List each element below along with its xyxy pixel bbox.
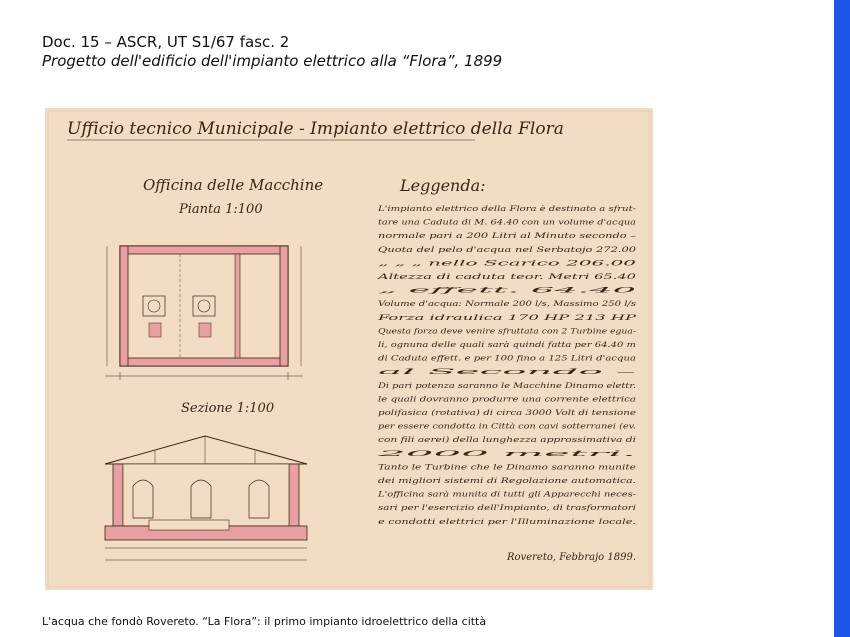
legend-line: Di pari potenza saranno le Macchine Dinamo elettr. bbox=[376, 380, 636, 390]
legend-line: sari per l'esercizio dell'Impianto, di trasformatori bbox=[378, 503, 637, 513]
document-header bbox=[42, 33, 502, 71]
legend-line: dei migliori sistemi di Regolazione automatica. bbox=[378, 476, 636, 485]
legend-line: 2000 metri. bbox=[372, 448, 636, 458]
plan-title: Officina delle Macchine bbox=[143, 176, 324, 194]
drawing-canvas bbox=[45, 108, 653, 590]
slide-accent-bar bbox=[834, 0, 850, 637]
legend-line: L'impianto elettrico della Flora è destinato a sfrut- bbox=[376, 204, 637, 213]
historic-drawing bbox=[45, 108, 653, 590]
legend-line: Forza idraulica 170 HP 213 HP bbox=[375, 312, 638, 322]
document-title: Progetto dell'edificio dell'impianto elettrico alla “Flora”, 1899 bbox=[42, 52, 503, 70]
legend-line: per essere condotta in Città con cavi sotterranei (ev. bbox=[378, 421, 636, 431]
legend-line: con fili aerei) della lunghezza approssimativa di bbox=[378, 435, 637, 445]
section-title: Sezione 1:100 bbox=[181, 401, 275, 416]
legend-line: e condotti elettrici per l'Illuminazione locale. bbox=[378, 516, 636, 526]
floor-plan bbox=[105, 246, 303, 380]
drawing-signature: Rovereto, Febbrajo 1899. bbox=[507, 552, 636, 563]
legend-title: Leggenda: bbox=[400, 176, 486, 195]
legend-line: L'officina sarà munita di tutti gli Apparecchi neces- bbox=[376, 489, 637, 499]
legend-line: Volume d'acqua: Normale 200 l/s, Massimo 250 l/s bbox=[378, 299, 637, 309]
legend-line: li, ognuna delle quali sarà quindi fatta per 64.40 m bbox=[378, 340, 636, 349]
legend-line: „ „ „ nello Scarico 206.00 bbox=[378, 258, 637, 268]
plan-subtitle: Pianta 1:100 bbox=[179, 202, 263, 217]
legend-line: le quali dovranno produrre una corrente elettrica bbox=[378, 394, 637, 404]
legend-line: Quota del pelo d'acqua nel Serbatojo 272.00 bbox=[378, 244, 637, 254]
drawing-heading: Ufficio tecnico Municipale - Impianto elettrico della Flora bbox=[67, 119, 564, 139]
slide-caption: L'acqua che fondò Rovereto. “La Flora”: il primo impianto idroelettrico della città bbox=[42, 615, 487, 628]
legend-line: „ effett. 64.40 bbox=[378, 285, 637, 295]
legend-line: Questa forza deve venire sfruttata con 2 Turbine egua- bbox=[378, 326, 637, 336]
legend-line: Altezza di caduta teor. Metri 65.40 bbox=[376, 272, 637, 281]
document-reference: Doc. 15 – ASCR, UT S1/67 fasc. 2 bbox=[42, 33, 290, 51]
legend-line: normale pari a 200 Litri al Minuto secondo – bbox=[378, 231, 637, 241]
legend-line: polifasica (rotativa) di circa 3000 Volt di tensione bbox=[378, 408, 637, 417]
legend-line: tare una Caduta di M. 64.40 con un volume d'acqua bbox=[378, 217, 637, 227]
legend-line: di Caduta effett. e per 100 fino a 125 Litri d'acqua bbox=[378, 353, 637, 363]
legend-line: Tanto le Turbine che le Dinamo saranno munite bbox=[378, 462, 637, 472]
legend-line: al Secondo – bbox=[378, 367, 638, 377]
